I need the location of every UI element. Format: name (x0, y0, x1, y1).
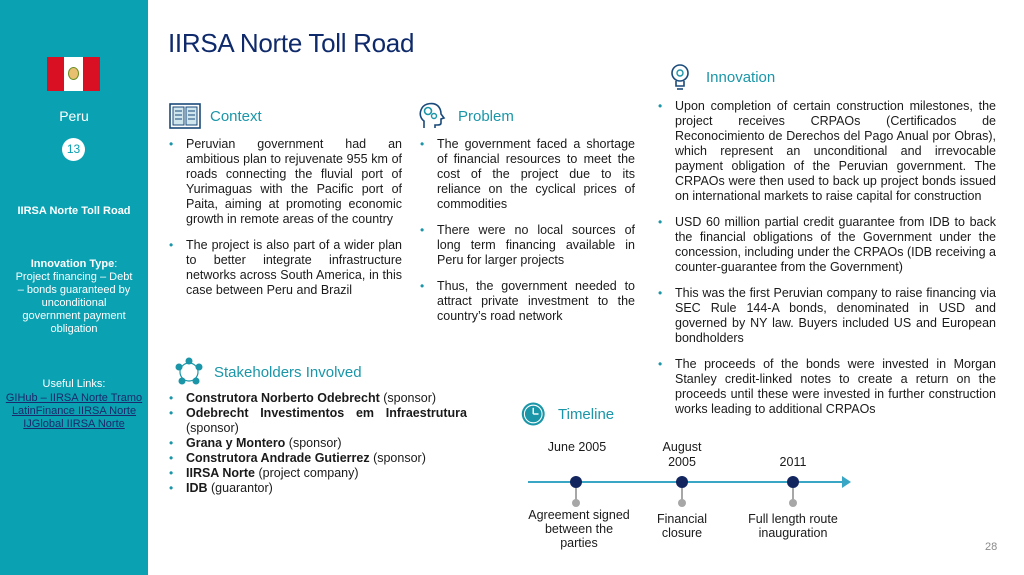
timeline-label: Financial closure (656, 512, 708, 540)
lightbulb-icon (664, 62, 698, 92)
list-item: • IIRSA Norte (project company) (167, 466, 467, 481)
timeline-label: Agreement signed between the parties (528, 508, 630, 550)
list-item: • Construtora Norberto Odebrecht (sponsor) (167, 391, 467, 406)
timeline-heading-text: Timeline (558, 405, 615, 423)
list-item: • Grana y Montero (sponsor) (167, 436, 467, 451)
problem-heading-text: Problem (458, 107, 514, 125)
country-name: Peru (59, 108, 89, 124)
list-item: • This was the first Peruvian company to raise financing via SEC Rule 144-A bonds, denominated in USD and governed by NY law. Buyers included US and European bondholders (656, 286, 996, 346)
list-item: • The government faced a shortage of financial resources to meet the cost of the project due to its reliance on the cyclical prices of commodities (418, 137, 635, 212)
context-heading-text: Context (210, 107, 262, 125)
book-icon (168, 101, 202, 131)
useful-links-title: Useful Links: (42, 378, 106, 390)
stakeholders-heading (172, 357, 362, 387)
timeline-knob (678, 499, 686, 507)
case-number-badge: 13 (62, 138, 85, 161)
list-item: • Upon completion of certain construction milestones, the project receives CRPAOs (Certificados de Reconocimiento de Derechos del Pago Anual por Obras), which represent an unconditional and irrevocable payment obligation of the Peruvian government. The CRPAOs were then used to back up project bonds issued on international markets to raise capital for construction (656, 99, 996, 204)
timeline-arrow-icon (842, 476, 851, 488)
stakeholders-list (167, 391, 467, 496)
timeline-knob (789, 499, 797, 507)
list-item: • USD 60 million partial credit guarantee from IDB to back the financial obligations of the Government under the concession, including under the CRPAOs (IDB receiving a counter-guarantee from the Government) (656, 215, 996, 275)
head-gears-icon (416, 101, 450, 131)
page-number: 28 (985, 541, 998, 553)
link-latinfinance[interactable]: LatinFinance IIRSA Norte (11, 405, 137, 417)
clock-icon (520, 399, 550, 429)
link-gihub[interactable]: GIHub – IIRSA Norte Tramo (5, 392, 143, 404)
timeline-marker (787, 476, 799, 488)
timeline-marker (676, 476, 688, 488)
list-item: • IDB (guarantor) (167, 481, 467, 496)
innovation-type-label: Innovation Type (30, 258, 115, 270)
context-list (167, 137, 402, 309)
innovation-heading (664, 62, 775, 92)
peru-flag-icon (47, 57, 100, 91)
timeline-knob (572, 499, 580, 507)
timeline-date: August 2005 (662, 440, 702, 469)
innovation-list (656, 99, 996, 428)
page-title: IIRSA Norte Toll Road (168, 28, 415, 58)
problem-list (418, 137, 635, 335)
timeline-label: Full length route inauguration (748, 512, 838, 540)
list-item: • The proceeds of the bonds were invested in Morgan Stanley credit-linked notes to create a return on the proceeds until these were invested in further construction works leading to additional CRPAOs (656, 357, 996, 417)
link-ijglobal[interactable]: IJGlobal IIRSA Norte (23, 418, 125, 430)
project-title: IIRSA Norte Toll Road (17, 205, 131, 217)
timeline-date: June 2005 (547, 440, 607, 454)
problem-heading (416, 101, 514, 131)
list-item: • Peruvian government had an ambitious plan to rejuvenate 955 km of roads connecting the fluvial port of Yurimaguas with the Pacific port of Paita, aiming at promoting economic growth in remote areas of the country (167, 137, 402, 227)
timeline-heading (520, 399, 614, 429)
innovation-type (14, 258, 134, 336)
innovation-type-value: : Project financing – Debt – bonds guaranteed by unconditional government payment obligation (15, 258, 133, 335)
network-icon (172, 357, 206, 387)
innovation-heading-text: Innovation (706, 68, 776, 86)
list-item: • The project is also part of a wider plan to better integrate infrastructure networks across South America, in this case between Peru and Brazil (167, 238, 402, 298)
context-heading (168, 101, 262, 131)
list-item: • Odebrecht Investimentos em Infraestrutura (sponsor) (167, 406, 467, 436)
sidebar (0, 0, 148, 575)
list-item: • Construtora Andrade Gutierrez (sponsor) (167, 451, 467, 466)
timeline-date: 2011 (779, 455, 807, 469)
list-item: • Thus, the government needed to attract private investment to the country’s road network (418, 279, 635, 324)
timeline-marker (570, 476, 582, 488)
stakeholders-heading-text: Stakeholders Involved (214, 363, 362, 381)
list-item: • There were no local sources of long term financing available in Peru for larger projects (418, 223, 635, 268)
